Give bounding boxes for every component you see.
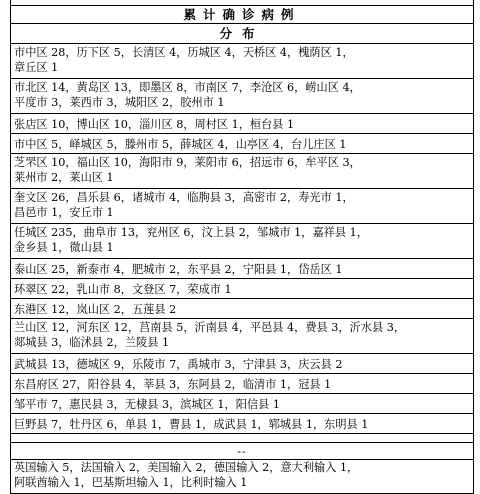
table-row (11, 394, 473, 414)
row-text-line: 泰山区 25，新泰市 4，肥城市 2，东平县 2，宁阳县 1，岱岳区 1 (14, 263, 343, 276)
case-distribution-table (10, 0, 474, 494)
table-row (11, 279, 473, 299)
row-text-line: 武城县 13，德城区 9，乐陵市 7，禹城市 3，宁津县 3，庆云县 2 (14, 358, 343, 371)
table-row (11, 299, 473, 319)
dash-row: -- (11, 443, 473, 460)
table-body (11, 44, 473, 434)
table-row (11, 134, 473, 154)
row-text-line: 莱州市 2，莱山区 1 (14, 171, 114, 184)
table-row (11, 259, 473, 279)
table-row (11, 44, 473, 79)
table-row (11, 354, 473, 374)
row-text-line: 昌邑市 1，安丘市 1 (14, 206, 114, 219)
table-title: 累计确诊病例 (11, 6, 473, 24)
row-text-line: 邹平市 7，惠民县 3，无棣县 3，滨城区 1，阳信县 1 (14, 398, 280, 411)
row-text-line: 环翠区 22，乳山市 8，文登区 7，荣成市 1 (14, 283, 232, 296)
row-text-line: 巨野县 7，牡丹区 6，单县 1，曹县 1，成武县 1，郓城县 1，东明县 1 (14, 418, 369, 431)
table-row (11, 79, 473, 114)
row-text-line: 郯城县 3，临沭县 2，兰陵县 1 (14, 336, 170, 349)
table-row (11, 319, 473, 354)
table-row (11, 224, 473, 259)
row-text-line: 任城区 235，曲阜市 13，兖州区 6，汶上县 2，邹城市 1，嘉祥县 1， (14, 226, 368, 239)
table-row (11, 114, 473, 134)
row-text-line: 市中区 28，历下区 5，长清区 4，历城区 4，天桥区 4，槐荫区 1， (14, 46, 354, 59)
row-text-line: 东昌府区 27，阳谷县 4，莘县 3，东阿县 2，临清市 1，冠县 1 (14, 378, 332, 391)
table-row (11, 414, 473, 434)
row-text-line: 兰山区 12，河东区 12，莒南县 5，沂南县 4，平邑县 4，费县 3，沂水县 3， (14, 321, 406, 334)
imported-cases-row (11, 460, 473, 494)
imported-line-2: 阿联酋输入 1，巴基斯坦输入 1，比利时输入 1 (14, 476, 248, 489)
row-text-line: 平度市 3，莱西市 3，城阳区 2，胶州市 1 (14, 96, 225, 109)
table-row (11, 374, 473, 394)
imported-line-1: 英国输入 5，法国输入 2，美国输入 2，德国输入 2，意大利输入 1， (14, 461, 359, 474)
row-text-line: 市中区 5，峄城区 5，滕州市 5，薛城区 4，山亭区 4，台儿庄区 1 (14, 138, 347, 151)
row-text-line: 市北区 14，黄岛区 13，即墨区 8，市南区 7，李沧区 6，崂山区 4， (14, 81, 361, 94)
table-row (11, 154, 473, 189)
spacer-row (11, 434, 473, 443)
row-text-line: 芝罘区 10，福山区 10，海阳市 9，莱阳市 6，招远市 6，牟平区 3， (14, 156, 361, 169)
row-text-line: 张店区 10，博山区 10，淄川区 8，周村区 1，桓台县 1 (14, 118, 295, 131)
row-text-line: 章丘区 1 (14, 61, 59, 74)
row-text-line: 金乡县 1，微山县 1 (14, 241, 114, 254)
row-text-line: 东港区 12，岚山区 2，五莲县 2 (14, 303, 177, 316)
table-row (11, 189, 473, 224)
row-text-line: 奎文区 26，昌乐县 6，诸城市 4，临朐县 3，高密市 2，寿光市 1， (14, 191, 354, 204)
column-header: 分布 (11, 24, 473, 44)
